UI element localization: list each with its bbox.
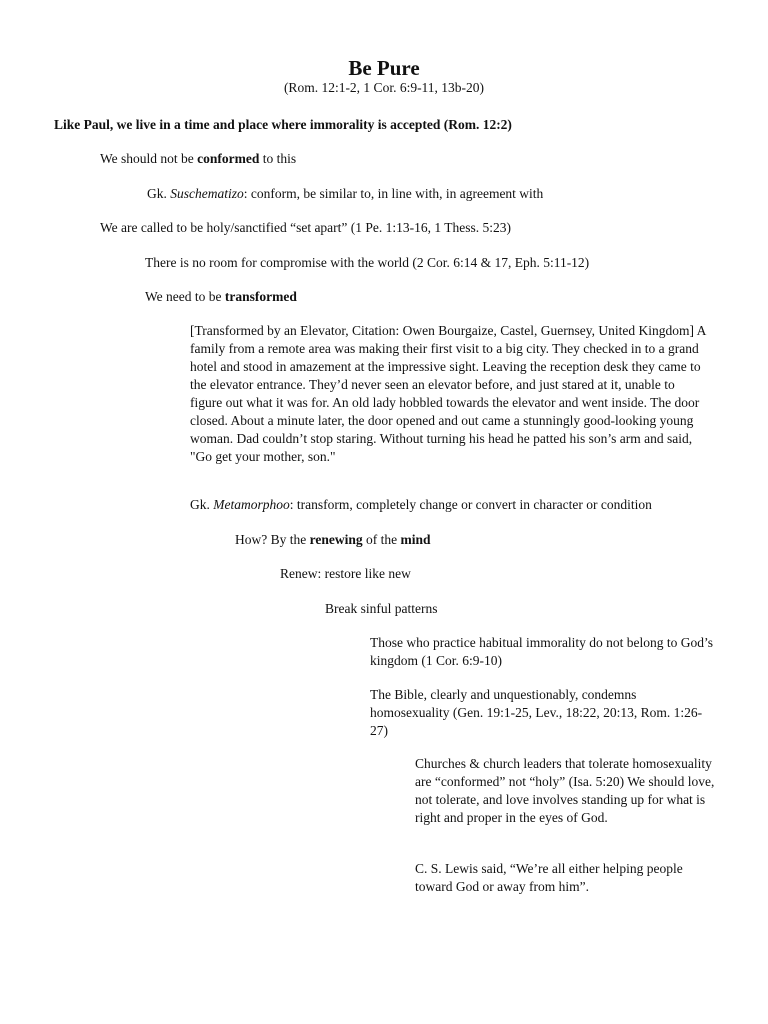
scripture-reference: (Rom. 12:1-2, 1 Cor. 6:9-11, 13b-20) xyxy=(283,80,485,95)
greek-suschematizo: Gk. Suschematizo: conform, be similar to, in line with, in agreement with xyxy=(147,186,544,201)
point-renew: Renew: restore like new xyxy=(280,566,411,581)
point-no-compromise: There is no room for compromise with the world (2 Cor. 6:14 & 17, Eph. 5:11-12) xyxy=(145,255,590,270)
point-churches: Churches & church leaders that tolerate homosexuality are “conformed” not “holy” (Isa. 5:20) We should love, not tolerate, and love involves standing up for what is right and proper in the eyes of God. xyxy=(415,756,715,825)
point-conformed: We should not be conformed to this xyxy=(100,151,297,166)
section-heading: Like Paul, we live in a time and place where immorality is accepted (Rom. 12:2) xyxy=(54,117,512,132)
point-holy: We are called to be holy/sanctified “set apart” (1 Pe. 1:13-16, 1 Thess. 5:23) xyxy=(100,220,512,235)
greek-metamorphoo: Gk. Metamorphoo: transform, completely change or convert in character or condition xyxy=(190,497,652,512)
page-title: Be Pure xyxy=(348,56,420,80)
illustration-paragraph: [Transformed by an Elevator, Citation: Owen Bourgaize, Castel, Guernsey, United Kingdom] A family from a remote area was making their first visit to a big city. They checked in to a grand hotel and stood in amazement at the impressive sight. Leaving the reception desk they came to the elevator entrance. They’d never seen an elevator before, and just stared at it, unable to figure out what it was for. An old lady hobbled towards the elevator and went inside. The door closed. About a minute later, the door opened and out came a stunningly good-looking young woman. Dad couldn’t stop staring. Without turning his head he patted his son’s arm and said, "Go get your mother, son." xyxy=(190,323,706,464)
quote-cs-lewis: C. S. Lewis said, “We’re all either helping people toward God or away from him”. xyxy=(415,861,683,894)
point-kingdom: Those who practice habitual immorality do not belong to God’s kingdom (1 Cor. 6:9-10) xyxy=(370,635,714,668)
point-renewing-mind: How? By the renewing of the mind xyxy=(235,532,431,547)
point-transformed: We need to be transformed xyxy=(145,289,297,304)
point-bible-condemns: The Bible, clearly and unquestionably, condemns homosexuality (Gen. 19:1-25, Lev., 18:22, 20:13, Rom. 1:26-27) xyxy=(370,687,703,738)
point-break-patterns: Break sinful patterns xyxy=(325,601,438,616)
